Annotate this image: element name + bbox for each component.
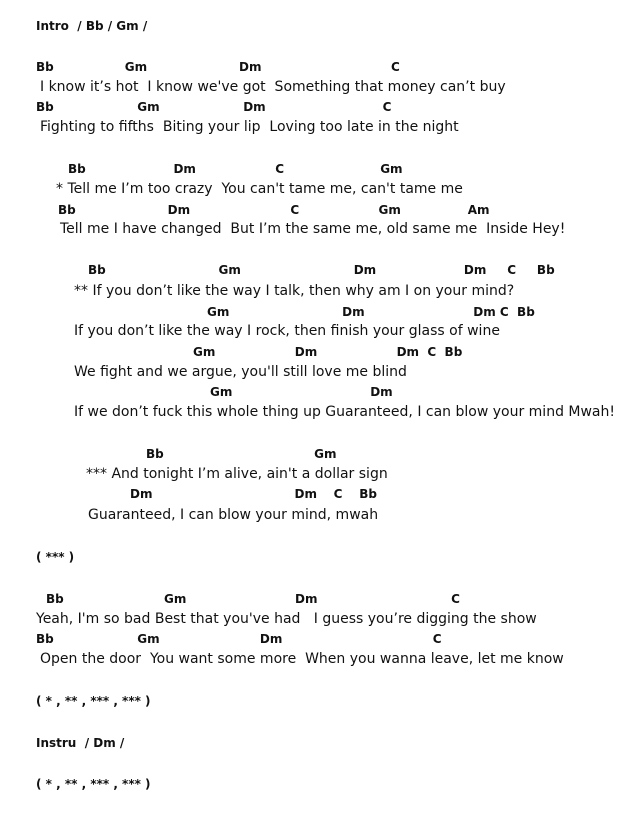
chorus-chords-4: Gm Dm (210, 385, 393, 399)
chorus-chords-2: Gm Dm Dm C Bb (207, 305, 535, 319)
repeat-marker-2: ( * , ** , *** , *** ) (36, 694, 151, 708)
verse2-chords-2: Bb Gm Dm C (36, 632, 442, 646)
pre-chorus-chords-1: Bb Dm C Gm (68, 162, 403, 176)
verse2-lyrics-1: Yeah, I'm so bad Best that you've had I guess you’re digging the show (36, 611, 537, 627)
verse1-chords-1: Bb Gm Dm C (36, 60, 400, 74)
instru-line: Instru / Dm / (36, 736, 125, 750)
verse1-lyrics-2: Fighting to fifths Biting your lip Loving too late in the night (40, 119, 459, 135)
post-chorus-lyrics-2: Guaranteed, I can blow your mind, mwah (88, 507, 379, 523)
pre-chorus-chords-2: Bb Dm C Gm Am (58, 203, 490, 217)
verse1-lyrics-1: I know it’s hot I know we've got Something that money can’t buy (40, 79, 506, 95)
post-chorus-lyrics-1: *** And tonight I’m alive, ain't a dollar sign (86, 466, 388, 482)
verse1-chords-2: Bb Gm Dm C (36, 100, 392, 114)
chorus-chords-1: Bb Gm Dm Dm C Bb (88, 263, 555, 277)
chorus-lyrics-3: We fight and we argue, you'll still love me blind (74, 364, 407, 380)
pre-chorus-lyrics-1: * Tell me I’m too crazy You can't tame me, can't tame me (56, 181, 463, 197)
chorus-lyrics-4: If we don’t fuck this whole thing up Guaranteed, I can blow your mind Mwah! (74, 404, 615, 420)
chorus-lyrics-2: If you don’t like the way I rock, then finish your glass of wine (74, 323, 500, 339)
pre-chorus-lyrics-2: Tell me I have changed But I’m the same me, old same me Inside Hey! (60, 221, 566, 237)
chorus-chords-3: Gm Dm Dm C Bb (193, 345, 463, 359)
intro-line: Intro / Bb / Gm / (36, 19, 148, 33)
verse2-lyrics-2: Open the door You want some more When you wanna leave, let me know (40, 651, 564, 667)
repeat-marker-3: ( * , ** , *** , *** ) (36, 777, 151, 791)
post-chorus-chords-2: Dm Dm C Bb (130, 487, 377, 501)
verse2-chords-1: Bb Gm Dm C (46, 592, 460, 606)
post-chorus-chords-1: Bb Gm (146, 447, 337, 461)
chorus-lyrics-1: ** If you don’t like the way I talk, then why am I on your mind? (74, 283, 515, 299)
repeat-marker-1: ( *** ) (36, 550, 75, 564)
